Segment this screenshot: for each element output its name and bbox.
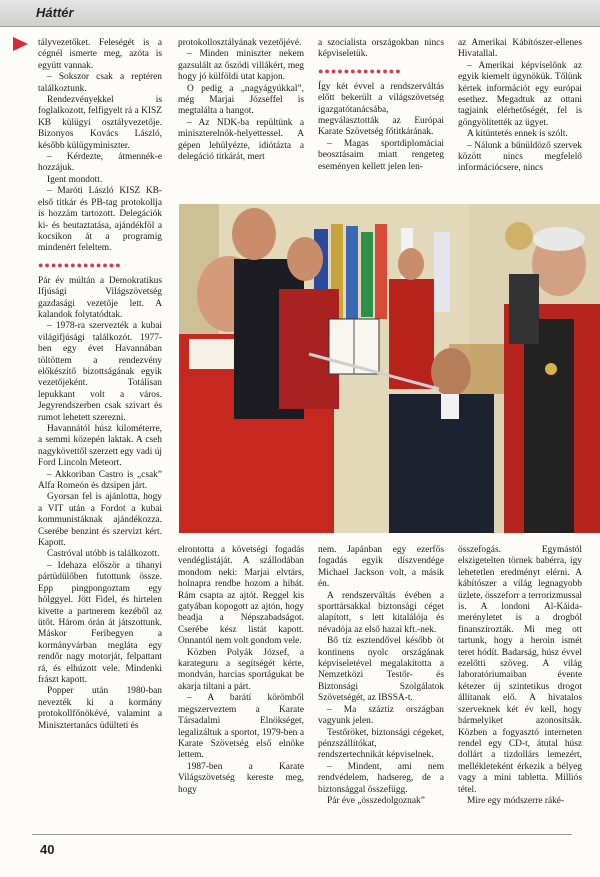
paragraph: Mire egy módszerre ráké-	[467, 795, 565, 806]
paragraph: a szocialista országokban nincs képviseletük.	[318, 38, 444, 60]
column-1	[38, 38, 162, 732]
paragraph: – Sokszor csak a reptéren találkoztunk.	[38, 72, 162, 94]
paragraph: Castróval utóbb is találkozott.	[47, 549, 160, 560]
paragraph: – Ma száztíz országban vagyunk jelen.	[318, 704, 444, 727]
paragraph: protokollosztályának vezetőjévé.	[178, 38, 302, 48]
column-3-bottom	[318, 545, 444, 807]
paragraph: Igent mondott.	[47, 174, 103, 185]
paragraph: O pedig a „nagyágyúkkal”, még Marjai Józseffel is megtalálta a hangot.	[178, 83, 304, 117]
column-2-top	[178, 38, 304, 163]
section-divider: ●●●●●●●●●●●●●	[318, 65, 402, 76]
page-number: 40	[40, 842, 55, 857]
paragraph: A rendszerváltás évében a sporttársakkal biztonsági céget alapított, s lett kitalálója és névadója az első hazai kft.-nek.	[318, 590, 444, 635]
column-3-top	[318, 38, 444, 173]
paragraph: Pár év múltán a Demokratikus Ifjúsági Világszövetség gazdasági vezetője lett. A kalandok folytatódtak.	[38, 275, 162, 320]
paragraph: – Magas sportdiplomáciai beosztásaim miatt rengeteg eseményen kellett jelen len-	[318, 138, 444, 172]
column-2-bottom	[178, 545, 304, 796]
paragraph: – Maróti László KISZ KB-első titkár és PB-tag protokollja is hozzám tartozott. Delegációk ki- és beutaztatása, ajándékföl a kocsikon át a programig mindenért feleltem.	[38, 186, 162, 254]
paragraph: Gyorsan fel is ajánlotta, hogy a VIT után a Fordot a kubai kommunistáknak ajándékozza. Cserébe benzint és szervizt kért. Kapott.	[38, 492, 162, 549]
section-header	[0, 0, 600, 27]
paragraph: Pár éve „összedolgoznak”	[327, 795, 425, 806]
paragraph: elrontotta a követségi fogadás vendéglistáját. A szállodában mondom neki: Marjai elvtárs, holnapra rendbe hozom a hibát. Rám csapta az ajtót. Reggel kis gatyában kopogott az ajtón, hogy beadja a Népszabadságot. Cserébe kész listát kapott. Onnantól nem volt gondom vele.	[178, 545, 304, 647]
paragraph: – Kérdezte, átmennék-e hozzájuk.	[38, 152, 162, 174]
paragraph: – Mindent, ami nem rendvédelem, hadsereg, de a biztonsággal összefügg.	[318, 761, 444, 795]
ceremony-photo	[179, 204, 600, 533]
paragraph: Popper után 1980-ban nevezték ki a kormány protokollfőnökévé, valamint a Minisztertanács üdülteti és	[38, 686, 162, 731]
paragraph: – Nálunk a bűnüldöző szervek között nincs megfelelő információcsere, nincs	[458, 140, 582, 174]
paragraph: 1987-ben a Karate Világszövetség kereste meg, hogy	[178, 761, 304, 795]
ceremony-illustration	[179, 204, 600, 533]
paragraph: Közben Polyák József, a karateguru a segítségét kérte, mondván, harcias sportágukat be akarja tiltani a párt.	[178, 647, 304, 692]
paragraph: Testőröket, biztonsági cégeket, pénzszállítókat, rendszertechnikát képviselnek.	[318, 727, 444, 761]
paragraph: – Idehaza először a tihanyi pártüdülőben futottunk össze. Epp pingpongoztam egy hölggyel. Jött Fidel, és hirtelen kivette a partnerem kezéből az ütőt. Három órán át játszottunk. Máskor Feribegyen a kormányvárban megláta egy rendőr nagy motorját, felpattant rá, és elhúzott vele. Mindenki frászt kapott.	[38, 560, 162, 685]
paragraph: Rendezvényekkel is foglalkozott, felfigyelt rá a KISZ KB külügyi osztályvezetője. Bizonyos Kovács László, később külügyminiszter.	[38, 95, 162, 151]
paragraph: – A barátí körömből megszerveztem a Karate Társadalmi Elnökséget, legalizáltuk a sportot, 1979-ben a Karate Szövetség első elnöke lettem.	[178, 693, 304, 761]
paragraph: Így két évvel a rendszerváltás előtt bekerült a világszövetség igazgatótanácsába, megválasztották az Európai Karate Szövetség főtitkárának.	[318, 81, 444, 138]
arrow-marker-icon	[13, 37, 28, 51]
paragraph: Bő tíz esztendővel később öt kontinens nyolc országának képviseletével megalakította a Nemzetközi Testőr- és Biztonsági Szolgálatok Szövetségét, az IBSSA-t.	[318, 636, 444, 704]
section-title: Háttér	[36, 5, 74, 20]
paragraph: nem. Japánban egy ezerfős fogadás egyik díszvendége Michael Jackson volt, a másik én.	[318, 545, 444, 590]
paragraph: – 1978-ra szervezték a kubai világifjúsági találkozót. 1977-ben egy évet Havannában töltöttem a rendezvény előkészítő bizottságának egyik vezetőjeként. Totálisan lepukkant volt a város. Jegyrendszerben csak szivart és rumot lehetett szerezni.	[38, 321, 162, 423]
footer-rule	[32, 834, 572, 835]
paragraph: – Amerikai képviselőnk az egyik kiemelt ügynökük. Tőlünk kértek információt egy európai esethez. Megadtuk az ottani tagjaink elérhetőségét, fel is göngyölítették az ügyet.	[458, 60, 582, 128]
paragraph: az Amerikai Kábítószer-ellenes Hivatallal.	[458, 38, 582, 60]
paragraph: – Akkoriban Castro is „csak” Alfa Romeón és dzsipen járt.	[38, 469, 162, 492]
section-divider: ●●●●●●●●●●●●●	[38, 259, 122, 270]
column-4-top	[458, 38, 582, 175]
paragraph: tályvezetőket. Feleségét is a cégnél ismerte meg, azóta is együtt vannak.	[38, 38, 162, 71]
paragraph: összefogás. Egymástól elszigetelten törnek babérra, így lehetetlen eredményt elérni. A kábítószer a világ legnagyobb üzlete, összeforr a terrorizmussal is. A londoni Al-Káida-merényletet is a drogból finanszírozták. Mi meg ott tartunk, hogy a heroin ismét teret hódít. Badarság, húsz évvel ezelőtti szöveg. A világ laboratóriumaiban évente kétezer új szintetikus drogot állítanak elő. A hivatalos szerveknek két év kell, hogy bármelyiket azonosítsák. Közben a fogyasztó interneten rendel egy CD-t, átutal húsz dollárt a tizdollárs lemezért, mellékleteként érkezik a bélyeg vagy a mini tabletta. Milliós tétel.	[458, 545, 582, 795]
column-4-bottom	[458, 545, 582, 807]
paragraph: – Minden miniszter nekem gazsulált az őszödi villákért, meg hogy jó külföldi utat kapjon.	[178, 49, 304, 83]
paragraph: – Az NDK-ba repültünk a miniszterelnök-helyettessel. A gépen lehülyézte, idiótázta a delegáció titkárát, mert	[178, 117, 304, 163]
paragraph: A kitüntetés ennek is szólt.	[467, 129, 568, 140]
paragraph: Havannától húsz kilométerre, a semmi közepén laktak. A cseh nagykövettől szerzett egy vadi új Ford Lincoln Meteort.	[38, 424, 162, 469]
